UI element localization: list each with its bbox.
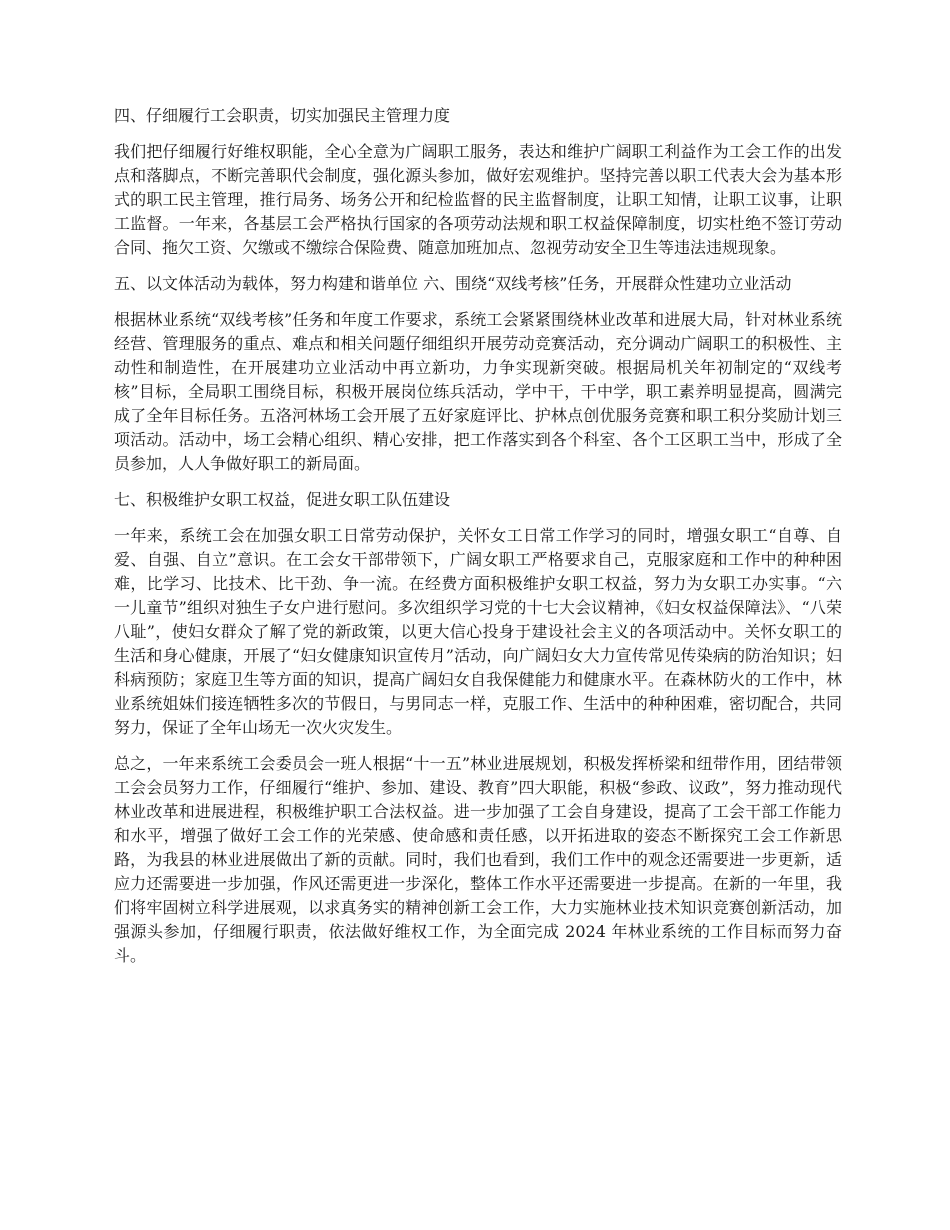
paragraph-summary: 总之，一年来系统工会委员会一班人根据“十一五”林业进展规划，积极发挥桥梁和纽带作用，团结带领工会会员努力工作，仔细履行“维护、参加、建设、教育”四大职能，积极“参政、议政”，努力推动现代林业改革和进展进程，积极维护职工合法权益。进一步加强了工会自身建设，提高了工会干部工作能力和水平，增强了做好工会工作的光荣感、使命感和责任感，以开拓进取的姿态不断探究工会工作新思路，为我县的林业进展做出了新的贡献。同时，我们也看到，我们工作中的观念还需要进一步更新，适应力还需要进一步加强，作风还需更进一步深化，整体工作水平还需要进一步提高。在新的一年里，我们将牢固树立科学进展观，以求真务实的精神创新工会工作，大力实施林业技术知识竞赛创新活动，加强源头参加，仔细履行职责，依法做好维权工作，为全面完成 2024 年林业系统的工作目标而努力奋斗。 [114, 754, 842, 965]
document-page [114, 104, 842, 980]
paragraph-labor-competition: 根据林业系统“双线考核”任务和年度工作要求，系统工会紧紧围绕林业改革和进展大局，针对林业系统经营、管理服务的重点、难点和相关问题仔细组织开展劳动竞赛活动，充分调动广阔职工的积极性、主动性和制造性，在开展建功立业活动中再立新功，力争实现新突破。根据局机关年初制定的“双线考核”目标，全局职工围绕目标，积极开展岗位练兵活动，学中干，干中学，职工素养明显提高，圆满完成了全年目标任务。五洛河林场工会开展了五好家庭评比、护林点创优服务竞赛和职工积分奖励计划三项活动。活动中，场工会精心组织、精心安排，把工作落实到各个科室、各个工区职工当中，形成了全员参加，人人争做好职工的新局面。 [114, 310, 842, 473]
section-heading-4: 四、仔细履行工会职责，切实加强民主管理力度 [114, 106, 451, 125]
paragraph-rights-protection: 我们把仔细履行好维权职能，全心全意为广阔职工服务，表达和维护广阔职工利益作为工会工作的出发点和落脚点，不断完善职代会制度，强化源头参加，做好宏观维护。坚持完善以职工代表大会为基本形式的职工民主管理，推行局务、场务公开和纪检监督的民主监督制度，让职工知情，让职工议事，让职工监督。一年来，各基层工会严格执行国家的各项劳动法规和职工权益保障制度，切实杜绝不签订劳动合同、拖欠工资、欠缴或不缴综合保险费、随意加班加点、忽视劳动安全卫生等违法违规现象。 [114, 142, 842, 257]
paragraph-female-workers: 一年来，系统工会在加强女职工日常劳动保护，关怀女工日常工作学习的同时，增强女职工“自尊、自爱、自强、自立”意识。在工会女干部带领下，广阔女职工严格要求自己，克服家庭和工作中的种种困难，比学习、比技术、比干劲、争一流。在经费方面积极维护女职工权益，努力为女职工办实事。“六一儿童节”组织对独生子女户进行慰问。多次组织学习党的十七大会议精神，《妇女权益保障法》、“八荣八耻”，使妇女群众了解了党的新政策，以更大信心投身于建设社会主义的各项活动中。关怀女职工的生活和身心健康，开展了“妇女健康知识宣传月”活动，向广阔妇女大力宣传常见传染病的防治知识；妇科病预防；家庭卫生等方面的知识，提高广阔妇女自我保健能力和健康水平。在森林防火的工作中，林业系统姐妹们接连牺牲多次的节假日，与男同志一样，克服工作、生活中的种种困难，密切配合，共同努力，保证了全年山场无一次火灾发生。 [114, 526, 842, 737]
section-heading-7: 七、积极维护女职工权益，促进女职工队伍建设 [114, 490, 451, 509]
section-heading-5-6: 五、以文体活动为载体，努力构建和谐单位 六、围绕“双线考核”任务，开展群众性建功立业活动 [114, 274, 792, 293]
